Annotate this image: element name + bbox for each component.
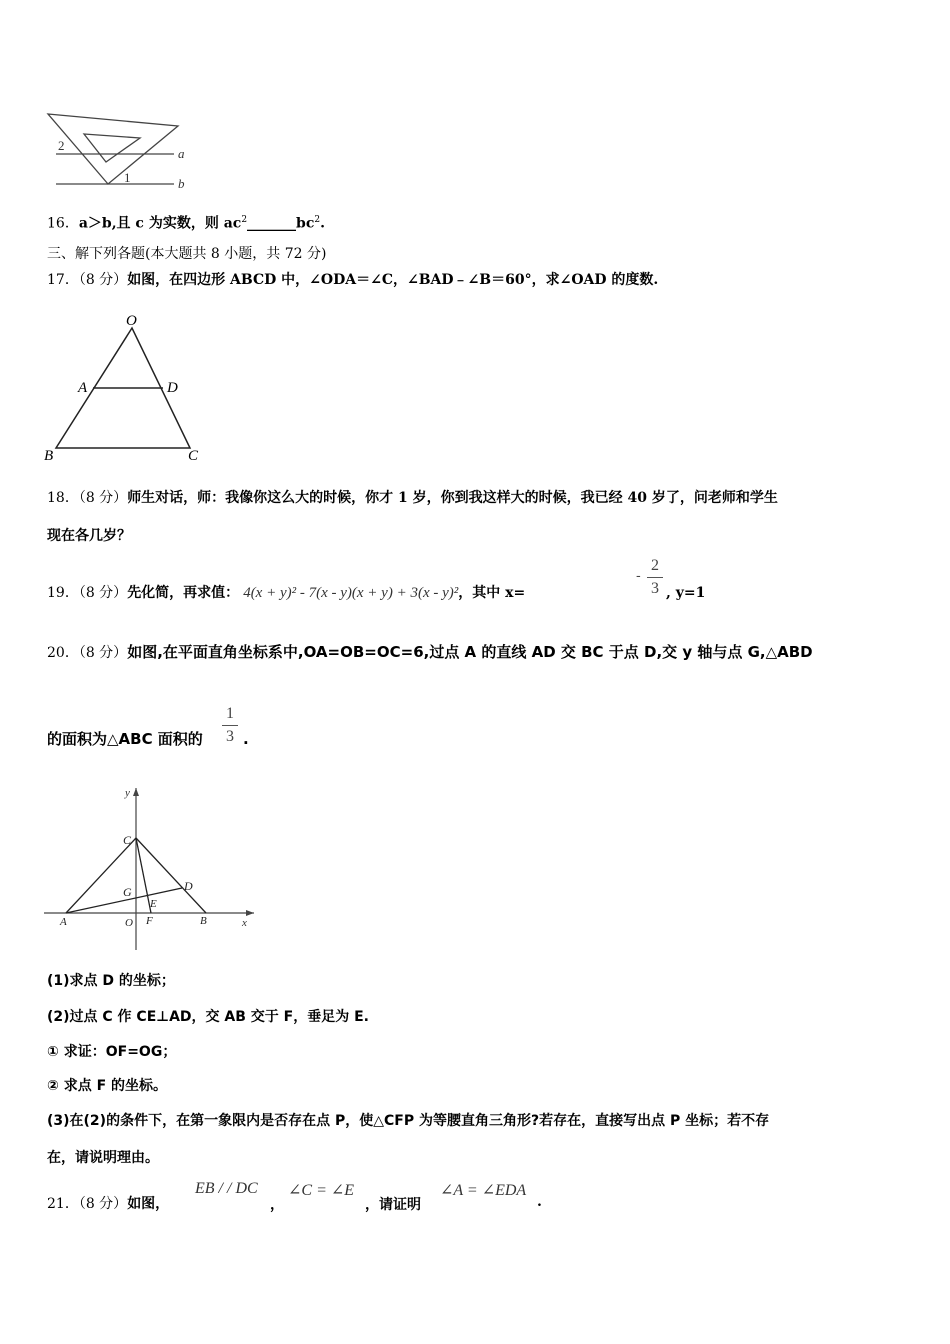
q20-number: 20．	[47, 645, 79, 661]
angle-1-label: 1	[124, 170, 131, 185]
q20-fraction	[220, 704, 240, 747]
segment-ac	[66, 838, 136, 913]
point-d-label: D	[167, 380, 178, 396]
q18-text-line1: 师生对话，师：我像你这么大的时候，你才 1 岁，你到我这样大的时候，我已经 40 岁了，问老师和学生	[127, 490, 778, 506]
q20-sub3-line2: 在，请说明理由。	[47, 1150, 159, 1166]
big-triangle	[48, 114, 178, 184]
y-axis-arrow	[133, 788, 139, 796]
question-19	[47, 583, 525, 603]
point-g-label: G	[123, 885, 132, 899]
q19-frac-den: 3	[651, 580, 659, 597]
q16-end: .	[320, 215, 325, 232]
angle-2-label: 2	[58, 138, 65, 153]
q19-end: , y=1	[666, 585, 706, 601]
q16-blank: _______	[247, 215, 297, 232]
q19-score: （8 分）	[78, 585, 128, 601]
segment-cf	[136, 838, 151, 913]
q19-expression: 4(x + y)² - 7(x - y)(x + y) + 3(x - y)²	[243, 585, 459, 601]
q21-comma1: ，	[270, 1197, 284, 1213]
point-a-label: A	[60, 916, 67, 928]
point-e-label: E	[150, 898, 157, 910]
q20-sub2a: ① 求证：OF=OG；	[47, 1044, 177, 1060]
q21-math-eb-parallel-dc: EB / / DC	[195, 1180, 258, 1197]
q17-score: （8 分）	[78, 272, 128, 288]
q20-sub1: (1)求点 D 的坐标；	[47, 973, 175, 989]
figure-q15	[44, 108, 204, 194]
segment-cb	[136, 838, 206, 913]
y-axis-label: y	[125, 787, 130, 799]
q21-text: 如图，	[127, 1196, 170, 1212]
x-axis-label: x	[242, 917, 247, 929]
point-o-label: O	[126, 313, 137, 329]
x-axis-arrow	[246, 910, 254, 916]
q20-sub2: (2)过点 C 作 CE⊥AD，交 AB 交于 F，垂足为 E.	[47, 1009, 369, 1025]
q21-score: （8 分）	[78, 1196, 128, 1212]
q20-score: （8 分）	[78, 645, 128, 661]
q19-minus-sign: -	[636, 568, 641, 584]
question-18-line2: 现在各几岁？	[47, 528, 131, 544]
question-16	[47, 210, 325, 234]
q17-number: 17．	[47, 272, 79, 288]
q21-math-angle-c-eq-e: ∠C = ∠E	[288, 1182, 355, 1199]
q16-sup1: 2	[241, 215, 248, 225]
q20-frac-num: 1	[226, 705, 234, 722]
q16-number: 16．	[47, 215, 79, 232]
q20-text-line2: 的面积为△ABC 面积的	[47, 730, 203, 748]
line-a-label: a	[178, 146, 185, 161]
q17-text: 如图，在四边形 ABCD 中，∠ODA＝∠C，∠BAD﹣∠B＝60°，求∠OAD 的度数.	[127, 272, 659, 288]
q16-text-a: a＞b,且 c 为实数，则 ac	[78, 215, 242, 232]
question-20-line1	[47, 642, 813, 663]
q21-comma2: ，请证明	[365, 1197, 421, 1213]
figure-q20	[40, 782, 260, 954]
point-c-label: C	[188, 448, 199, 464]
question-17	[47, 270, 658, 290]
q19-text: 先化简，再求值：	[127, 585, 240, 601]
q20-line2-end: .	[243, 730, 249, 748]
question-18-line1	[47, 488, 778, 508]
q16-text-b: bc	[296, 215, 315, 232]
q16-sup2: 2	[314, 215, 321, 225]
q18-score: （8 分）	[78, 490, 128, 506]
small-triangle	[84, 134, 140, 162]
point-b-label: B	[44, 448, 54, 464]
q21-end: .	[537, 1194, 542, 1210]
point-c-label: C	[123, 833, 132, 847]
point-a-label: A	[78, 380, 88, 396]
line-b-label: b	[178, 176, 185, 191]
q19-frac-num: 2	[651, 557, 659, 574]
q19-mid: ，其中 x=	[458, 585, 526, 601]
point-b-label: B	[200, 915, 207, 927]
point-o-label: O	[125, 917, 133, 929]
q19-fraction	[645, 556, 665, 599]
question-21	[47, 1194, 169, 1214]
q21-number: 21．	[47, 1196, 79, 1212]
q19-number: 19．	[47, 585, 79, 601]
q20-sub3-line1: (3)在(2)的条件下，在第一象限内是否存在点 P，使△CFP 为等腰直角三角形?若存在，直接写出点 P 坐标；若不存	[47, 1113, 770, 1129]
q18-number: 18．	[47, 490, 79, 506]
point-d-label: D	[184, 879, 193, 893]
figure-q17	[40, 308, 210, 468]
q21-math-angle-a-eq-eda: ∠A = ∠EDA	[440, 1182, 527, 1199]
q20-sub2b: ② 求点 F 的坐标。	[47, 1078, 168, 1094]
q20-text-line1: 如图,在平面直角坐标系中,OA=OB=OC=6,过点 A 的直线 AD 交 BC 于点 D,交 y 轴与点 G,△ABD	[127, 643, 813, 661]
section-3-title: 三、解下列各题(本大题共 8 小题，共 72 分)	[47, 246, 327, 262]
q20-frac-den: 3	[226, 728, 234, 745]
point-f-label: F	[146, 915, 153, 927]
